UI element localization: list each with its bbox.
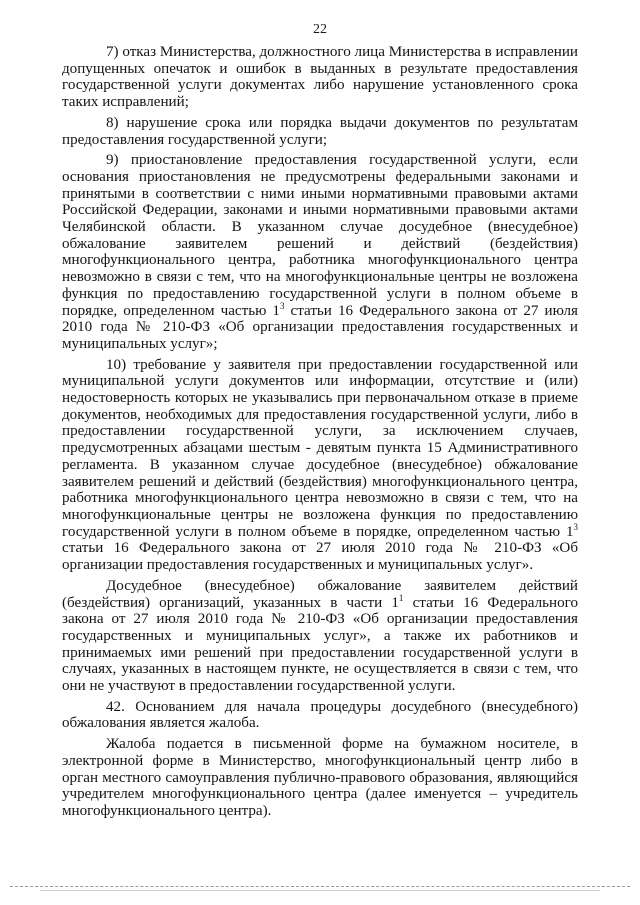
paragraph-item-9: [62, 152, 578, 352]
document-body: [62, 44, 578, 824]
paragraph-text: 10) требование у заявителя при предоставлении государственной или муниципальной услуги документов или информации, отсутствие и (или) недостоверность которых не указывались при первоначальном отказе в приеме документов, необходимых для предоставления государственной услуги, либо в предоставлении государственной услуги, за исключением случаев, предусмотренных абзацами шестым - девятым пункта 15 Административного регламента. В указанном случае досудебное (внесудебное) обжалование заявителем решений и действий (бездействия) многофункционального центра, работника многофункционального центра невозможно в связи с тем, что на многофункциональные центры не возложена функция по предоставлению государственной услуги в полном объеме в порядке, определенном частью 1: [62, 356, 578, 540]
paragraph-complaint: [62, 736, 578, 820]
paragraph-text: статьи 16 Федерального закона от 27 июля 2010 года № 210-ФЗ «Об организации предоставления государственных и муниципальных услуг», а также их работников и принимаемых ими решений при предоставлении государственной услуги в случаях, указанных в настоящем пункте, не осуществляется в связи с тем, что они не участвуют в предоставлении государственной услуги.: [62, 594, 578, 695]
paragraph-text: 7) отказ Министерства, должностного лица Министерства в исправлении допущенных опечаток и ошибок в выданных в результате предоставления государственной услуги документах либо нарушение установленного срока таких исправлений;: [62, 44, 578, 111]
paragraph-pretrial-appeal: [62, 578, 578, 695]
superscript-marker: 3: [279, 300, 285, 311]
paragraph-text: 9) приостановление предоставления государственной услуги, если основания приостановления не предусмотрены федеральными законами и принятыми в соответствии с ними иными нормативными правовыми актами Российской Федерации, законами и иными нормативными правовыми актами Челябинской области. В указанном случае досудебное (внесудебное) обжалование заявителем решений и действий (бездействия) многофункционального центра, работника многофункционального центра невозможно в связи с тем, что на многофункциональные центры не возложена функция по предоставлению государственной услуги в полном объеме в порядке, определенном частью 1: [62, 152, 578, 319]
scan-edge-line: [40, 890, 600, 891]
paragraph-text: статьи 16 Федерального закона от 27 июля 2010 года № 210-ФЗ «Об организации предоставления государственных и муниципальных услуг»;: [62, 302, 578, 352]
paragraph-text: 8) нарушение срока или порядка выдачи документов по результатам предоставления государственной услуги;: [62, 114, 578, 148]
paragraph-text: Жалоба подается в письменной форме на бумажном носителе, в электронной форме в Министерство, многофункциональный центр либо в орган местного самоуправления публично-правового образования, являющийся учредителем многофункционального центра (далее именуется – учредитель многофункционального центра).: [62, 736, 578, 819]
paragraph-item-7: [62, 44, 578, 111]
paragraph-text: статьи 16 Федерального закона от 27 июля 2010 года № 210-ФЗ «Об организации предоставления государственных и муниципальных услуг».: [62, 540, 578, 574]
superscript-marker: 1: [398, 592, 404, 603]
paragraph-text: Досудебное (внесудебное) обжалование заявителем действий (бездействия) организаций, указанных в части 1: [62, 577, 578, 611]
paragraph-text: 42. Основанием для начала процедуры досудебного (внесудебного) обжалования является жалоба.: [62, 698, 578, 732]
page-number: 22: [313, 22, 327, 37]
scan-edge-line: [10, 886, 630, 887]
paragraph-item-42: [62, 699, 578, 732]
paragraph-item-10: [62, 357, 578, 574]
superscript-marker: 3: [573, 521, 578, 532]
paragraph-item-8: [62, 115, 578, 148]
